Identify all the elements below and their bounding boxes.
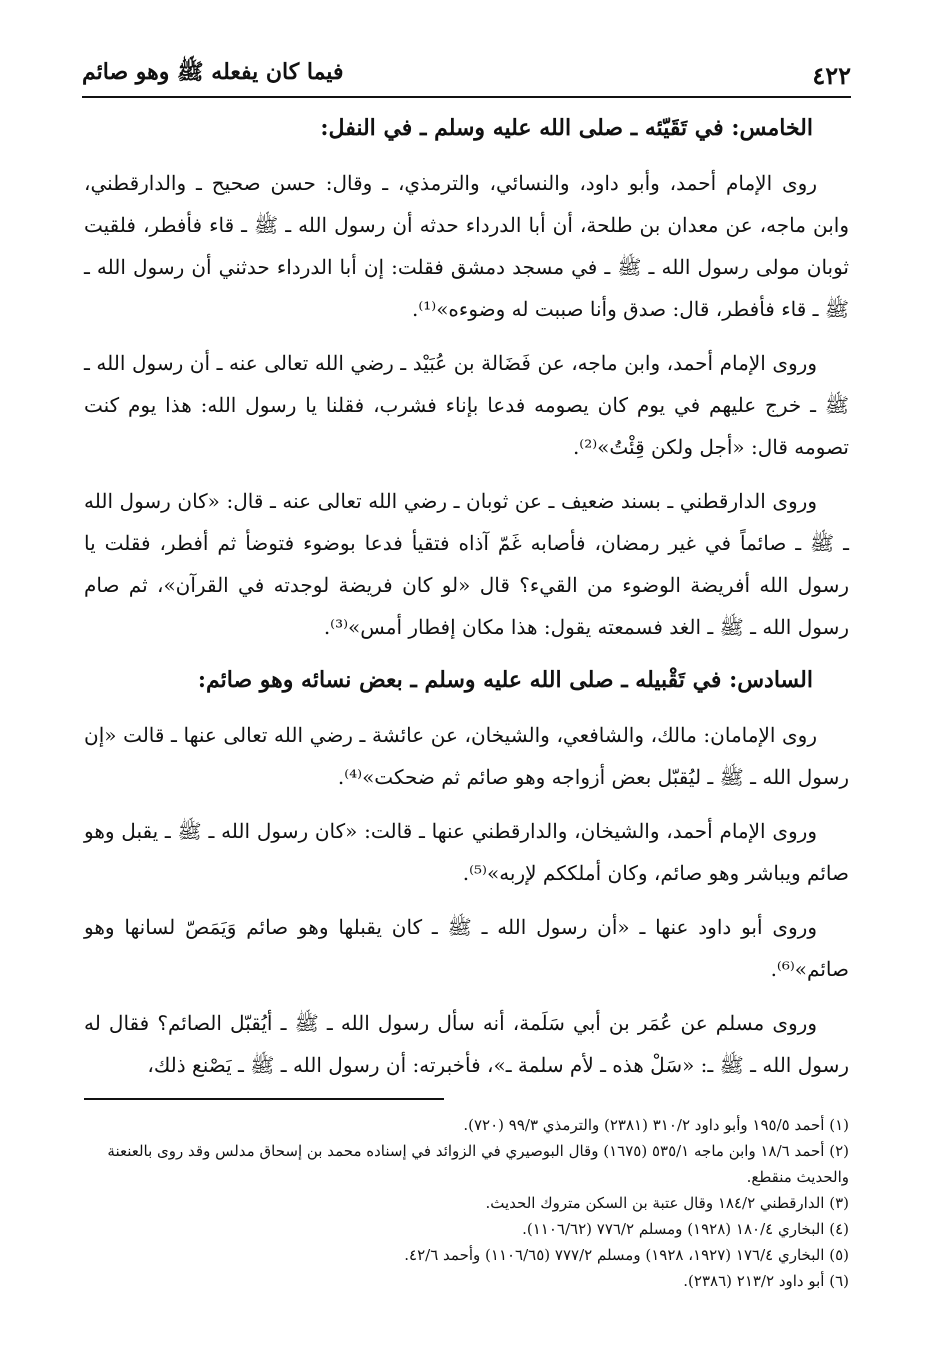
paragraph: روى الإمام أحمد، وأبو داود، والنسائي، والترمذي، ـ وقال: حسن صحيح ـ والدارقطني، وابن ماجه، عن معدان بن طلحة، أن أبا الدرداء حدثه أن رسول الله ـ ﷺ ـ قاء فأفطر، فلقيت ثوبان مولى رسول الله ـ ﷺ ـ في مسجد دمشق فقلت: إن أبا الدرداء حدثني أن رسول الله ـ ﷺ ـ قاء فأفطر، قال: صدق وأنا صببت له وضوءه»⁽¹⁾.	[84, 171, 849, 321]
footnote-divider	[84, 1098, 444, 1100]
footnote: (٤) البخاري ١٨٠/٤ (١٩٢٨) ومسلم ٧٧٦/٢ (١١٠٦/٦٢).	[522, 1220, 849, 1238]
footnotes	[84, 1112, 849, 1294]
running-title: فيما كان يفعله ﷺ وهو صائم	[82, 59, 344, 85]
paragraph: وروى الإمام أحمد، والشيخان، والدارقطني عنها ـ قالت: «كان رسول الله ـ ﷺ ـ يقبل وهو صائم ويباشر وهو صائم، وكان أملككم لإربه»⁽⁵⁾.	[84, 819, 849, 885]
paragraph: وروى الدارقطني ـ بسند ضعيف ـ عن ثوبان ـ رضي الله تعالى عنه ـ قال: «كان رسول الله ـ ﷺ ـ صائماً في غير رمضان، فأصابه غَمّ آذاه فتقيأ فدعا بوضوء فتوضأ ثم أفطر، فقلت يا رسول الله أفريضة الوضوء من القيء؟ قال «لو كان فريضة لوجدته في القرآن»، ثم صام رسول الله ـ ﷺ ـ الغد فسمعته يقول: هذا مكان إفطار أمس»⁽³⁾.	[84, 489, 849, 639]
page-number: ٤٢٢	[812, 61, 851, 90]
footnote: (٦) أبو داود ٢١٣/٢ (٢٣٨٦).	[683, 1272, 849, 1290]
paragraph: وروى الإمام أحمد، وابن ماجه، عن فَضَالة بن عُبَيْد ـ رضي الله تعالى عنه ـ أن رسول الله ـ ﷺ ـ خرج عليهم في يوم كان يصومه فدعا بإناء فشرب، فقلنا يا رسول الله: هذا يوم كنت تصومه قال: «أجل ولكن قِئْتُ»⁽²⁾.	[84, 351, 849, 459]
page-header	[82, 52, 851, 98]
footnote: (٣) الدارقطني ١٨٤/٢ وقال عتبة بن السكن متروك الحديث.	[485, 1194, 849, 1212]
footnote: (١) أحمد ١٩٥/٥ وأبو داود ٣١٠/٢ (٢٣٨١) والترمذي ٩٩/٣ (٧٢٠).	[463, 1116, 849, 1134]
section-heading-sixth: السادس: في تَقْبيله ـ صلى الله عليه وسلم ـ بعض نسائه وهو صائم:	[197, 667, 813, 693]
paragraph: وروى أبو داود عنها ـ «أن رسول الله ـ ﷺ ـ كان يقبلها وهو صائم وَيَمَصّ لسانها وهو صائم»⁽⁶⁾.	[84, 915, 849, 981]
main-text	[84, 108, 849, 1098]
paragraph: روى الإمامان: مالك، والشافعي، والشيخان، عن عائشة ـ رضي الله تعالى عنها ـ قالت «إن رسول الله ـ ﷺ ـ ليُقبّل بعض أزواجه وهو صائم ثم ضحكت»⁽⁴⁾.	[84, 723, 849, 789]
footnote: (٥) البخاري ١٧٦/٤ (١٩٢٧، ١٩٢٨) ومسلم ٧٧٧/٢ (١١٠٦/٦٥) وأحمد ٤٢/٦.	[404, 1246, 849, 1264]
footnote: (٢) أحمد ١٨/٦ وابن ماجه ٥٣٥/١ (١٦٧٥) وقال البوصيري في الزوائد في إسناده محمد بن إسحاق مدلس وقد روى بالعنعنة والحديث منقطع.	[107, 1142, 849, 1186]
section-heading-fifth: الخامس: في تَقَيّئه ـ صلى الله عليه وسلم ـ في النفل:	[320, 115, 813, 141]
paragraph: وروى مسلم عن عُمَر بن أبي سَلَمة، أنه سأل رسول الله ـ ﷺ ـ أيُقبّل الصائم؟ فقال له رسول الله ـ ﷺ ـ: «سَلْ هذه ـ لأم سلمة ـ»، فأخبرته: أن رسول الله ـ ﷺ ـ يَصْنع ذلك،	[84, 1011, 849, 1077]
